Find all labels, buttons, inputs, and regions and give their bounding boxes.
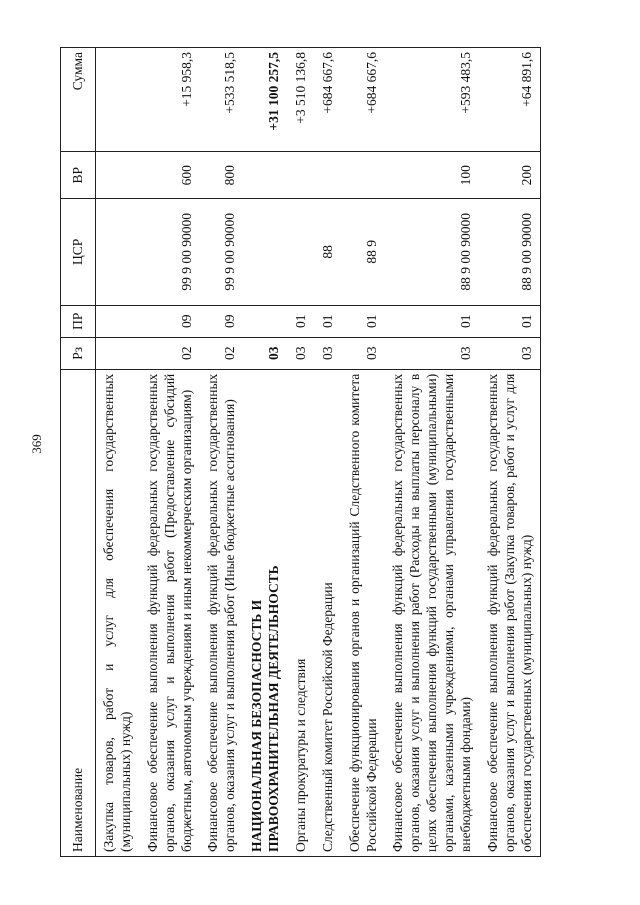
row-pr: 09 [200, 305, 244, 337]
row-name: Следственный комитет Российской Федерации [315, 369, 342, 856]
row-name: Финансовое обеспечение выполнения функций федеральных государственных органов, оказания услуг и выполнения работ (Иные бюджетные ассигнования) [200, 369, 244, 856]
row-csr [288, 199, 315, 305]
row-vr [96, 152, 140, 199]
row-rz: 03 [342, 337, 386, 369]
row-vr: 100 [385, 152, 479, 199]
row-name: Органы прокуратуры и следствия [288, 369, 315, 856]
row-sum [96, 48, 140, 152]
row-name: Обеспечение функционирования органов и организаций Следственного комитета Российской Федерации [342, 369, 386, 856]
row-csr: 88 9 [342, 199, 386, 305]
budget-table [60, 47, 541, 857]
table-row [200, 48, 244, 857]
row-name: Финансовое обеспечение выполнения функций федеральных государственных органов, оказания услуг и выполнения работ (Закупка товаров, работ и услуг для обеспечения государственных (муниципальных) нужд) [480, 369, 541, 856]
row-vr [342, 152, 386, 199]
row-sum: +593 483,5 [385, 48, 479, 152]
table-row [315, 48, 342, 857]
header-name: Наименование [61, 369, 96, 856]
table-row [342, 48, 386, 857]
header-csr: ЦСР [61, 199, 96, 305]
row-rz: 02 [140, 337, 201, 369]
row-csr [96, 199, 140, 305]
row-vr [244, 152, 288, 199]
row-sum: +31 100 257,5 [244, 48, 288, 152]
row-csr: 88 9 00 90000 [480, 199, 541, 305]
row-vr [315, 152, 342, 199]
rotated-page [60, 47, 580, 857]
row-csr [244, 199, 288, 305]
row-pr: 01 [480, 305, 541, 337]
row-pr: 01 [385, 305, 479, 337]
row-pr: 01 [315, 305, 342, 337]
row-vr: 600 [140, 152, 201, 199]
header-rz: Рз [61, 337, 96, 369]
row-sum: +3 510 136,8 [288, 48, 315, 152]
row-vr: 200 [480, 152, 541, 199]
table-row [140, 48, 201, 857]
row-pr [244, 305, 288, 337]
row-rz: 03 [480, 337, 541, 369]
row-pr: 01 [288, 305, 315, 337]
row-pr: 09 [140, 305, 201, 337]
header-sum: Сумма [61, 48, 96, 152]
row-name: Финансовое обеспечение выполнения функций федеральных государственных органов, оказания услуг и выполнения работ (Предоставление субсидий бюджетным, автономным учреждениям и иным некоммерческим организациям) [140, 369, 201, 856]
row-csr: 99 9 00 90000 [140, 199, 201, 305]
row-rz: 03 [288, 337, 315, 369]
table-row [288, 48, 315, 857]
row-rz: 03 [385, 337, 479, 369]
row-sum: +64 891,6 [480, 48, 541, 152]
section-name-part-1: НАЦИОНАЛЬНАЯ БЕЗОПАСНОСТЬ И [249, 599, 265, 852]
row-sum: +684 667,6 [315, 48, 342, 152]
row-csr: 99 9 00 90000 [200, 199, 244, 305]
row-pr [96, 305, 140, 337]
page-number: 369 [29, 434, 44, 454]
row-rz: 02 [200, 337, 244, 369]
table-header-row [61, 48, 96, 857]
header-pr: ПР [61, 305, 96, 337]
row-rz: 03 [315, 337, 342, 369]
row-csr: 88 [315, 199, 342, 305]
row-name: (Закупка товаров, работ и услуг для обеспечения государственных (муниципальных) нужд) [96, 369, 140, 856]
table-row [480, 48, 541, 857]
row-rz [96, 337, 140, 369]
row-pr: 01 [342, 305, 386, 337]
table-row [385, 48, 479, 857]
row-sum: +684 667,6 [342, 48, 386, 152]
section-name-part-2: ПРАВООХРАНИТЕЛЬНАЯ ДЕЯТЕЛЬНОСТЬ [266, 565, 281, 852]
row-csr: 88 9 00 90000 [385, 199, 479, 305]
row-sum: +533 518,5 [200, 48, 244, 152]
section-name-line-1 [249, 374, 266, 852]
row-name: Финансовое обеспечение выполнения функций федеральных государственных органов, оказания услуг и выполнения работ (Расходы на выплаты персоналу в целях обеспечения выполнения функций государственными (муниципальными) органами, казенными учреждениями, органами управления государственными внебюджетными фондами) [385, 369, 479, 856]
row-rz: 03 [244, 337, 288, 369]
row-vr: 800 [200, 152, 244, 199]
table-row [96, 48, 140, 857]
table-row-section [244, 48, 288, 857]
header-vr: ВР [61, 152, 96, 199]
row-sum: +15 958,3 [140, 48, 201, 152]
section-name [244, 369, 288, 856]
row-vr [288, 152, 315, 199]
